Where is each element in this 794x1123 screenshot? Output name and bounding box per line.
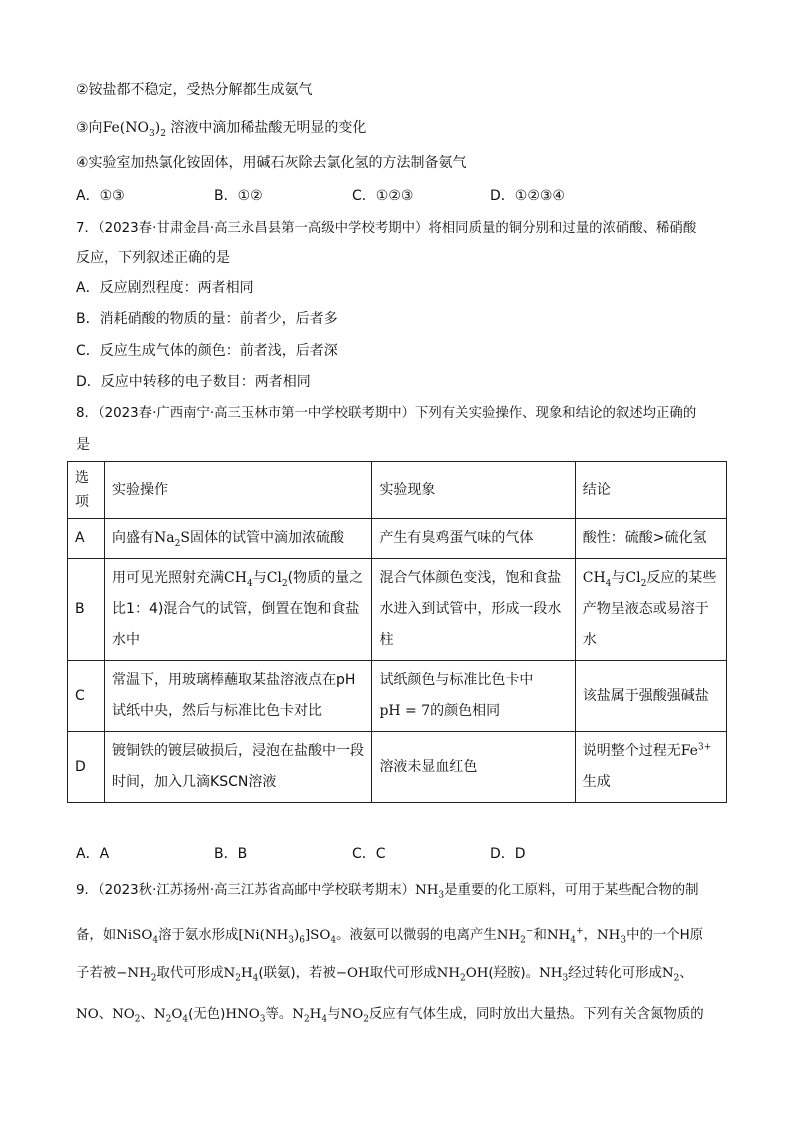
row-c-conclusion: 该盐属于强酸强碱盐 <box>575 661 726 732</box>
q8-stem-line1: 8．（2023春·广西南宁·高三玉林市第一中学校联考期中）下列有关实验操作、现象和结论的叙述均正确的 <box>76 406 697 421</box>
row-c-phenomenon: 试纸颜色与标准比色卡中 pH = 7的颜色相同 <box>372 661 575 732</box>
q6-statement-3: ③向$Fe(NO_3)_2$ 溶液中滴加稀盐酸无明显的变化 <box>76 120 367 139</box>
row-c-operation: 常温下，用玻璃棒蘸取某盐溶液点在pH试纸中央，然后与标准比色卡对比 <box>105 661 372 732</box>
row-a-operation: 向盛有$Na_2S$固体的试管中滴加浓硫酸 <box>105 519 372 559</box>
header-conclusion: 结论 <box>575 462 726 519</box>
q7-stem-line1: 7．（2023春·甘肃金昌·高三永昌县第一高级中学校考期中）将相同质量的铜分别和过量的浓硝酸、稀硝酸 <box>76 221 697 236</box>
q6-option-d[interactable]: D．①②③④ <box>490 188 565 204</box>
row-b-key: B <box>68 559 105 661</box>
q8-option-d[interactable]: D．D <box>490 846 526 862</box>
q9-line2: 备，如NiSO$_4$溶于氨水形成$[Ni(NH_3)_6]SO_4$。液氨可以微弱的电离产生$NH_2^-$和$NH_4^+$，$NH_3$中的一个H原 <box>76 926 704 946</box>
header-phenomenon: 实验现象 <box>372 462 575 519</box>
q9-line3: 子若被$-NH_2$取代可形成$N_2H_4$(联氨)，若被−OH取代可形成$NH_2OH$(羟胺)。$NH_3$经过转化可形成$N_2$、 <box>76 966 693 984</box>
q8-option-b[interactable]: B．B <box>214 846 248 862</box>
q6-option-b[interactable]: B．①② <box>214 188 263 204</box>
q6-option-c[interactable]: C．①②③ <box>352 188 414 204</box>
table-row-a <box>68 519 727 559</box>
table-header-row <box>68 462 727 519</box>
row-c-key: C <box>68 661 105 732</box>
row-d-key: D <box>68 732 105 803</box>
row-b-conclusion: $CH_4$与$Cl_2$反应的某些产物呈液态或易溶于水 <box>575 559 726 661</box>
q8-table <box>67 461 727 803</box>
header-operation: 实验操作 <box>105 462 372 519</box>
table-row-d <box>68 732 727 803</box>
row-b-phenomenon: 混合气体颜色变浅，饱和食盐水进入到试管中，形成一段水柱 <box>372 559 575 661</box>
q9-line1: 9．（2023秋·江苏扬州·高三江苏省高邮中学校联考期末）$NH_3$是重要的化工原料，可用于某些配合物的制 <box>76 883 699 901</box>
row-d-phenomenon: 溶液未显血红色 <box>372 732 575 803</box>
row-b-operation: 用可见光照射充满$CH_4$与$Cl_2$(物质的量之比1：4)混合气的试管，倒置在饱和食盐水中 <box>105 559 372 661</box>
row-a-phenomenon: 产生有臭鸡蛋气味的气体 <box>372 519 575 559</box>
q8-options <box>76 843 726 865</box>
row-d-conclusion: 说明整个过程无$Fe^{3+}$ 生成 <box>575 732 726 803</box>
header-option: 选项 <box>68 462 105 519</box>
q7-option-d[interactable]: D．反应中转移的电子数目：两者相同 <box>76 374 311 390</box>
q7-stem-line2: 反应，下列叙述正确的是 <box>76 250 230 266</box>
q8-stem-line2: 是 <box>76 437 90 453</box>
row-a-conclusion: 酸性：硫酸>硫化氢 <box>575 519 726 559</box>
q9-line4: NO、$NO_2$、$N_2O_4$(无色)$HNO_3$等。$N_2H_4$与$NO_2$反应有气体生成，同时放出大量热。下列有关含氮物质的 <box>76 1007 704 1025</box>
q6-options <box>76 185 726 207</box>
table-row-b <box>68 559 727 661</box>
q6-statement-2: ②铵盐都不稳定，受热分解都生成氨气 <box>76 82 313 98</box>
q6-statement-4: ④实验室加热氯化铵固体，用碱石灰除去氯化氢的方法制备氨气 <box>76 155 467 171</box>
q7-option-c[interactable]: C．反应生成气体的颜色：前者浅，后者深 <box>76 343 338 359</box>
q7-option-a[interactable]: A．反应剧烈程度：两者相同 <box>76 280 254 296</box>
q8-option-a[interactable]: A．A <box>76 846 110 862</box>
q7-option-b[interactable]: B．消耗硝酸的物质的量：前者少，后者多 <box>76 311 338 327</box>
row-d-operation: 镀铜铁的镀层破损后，浸泡在盐酸中一段时间，加入几滴KSCN溶液 <box>105 732 372 803</box>
table-row-c <box>68 661 727 732</box>
row-a-key: A <box>68 519 105 559</box>
q8-option-c[interactable]: C．C <box>352 846 386 862</box>
q6-option-a[interactable]: A．①③ <box>76 188 125 204</box>
